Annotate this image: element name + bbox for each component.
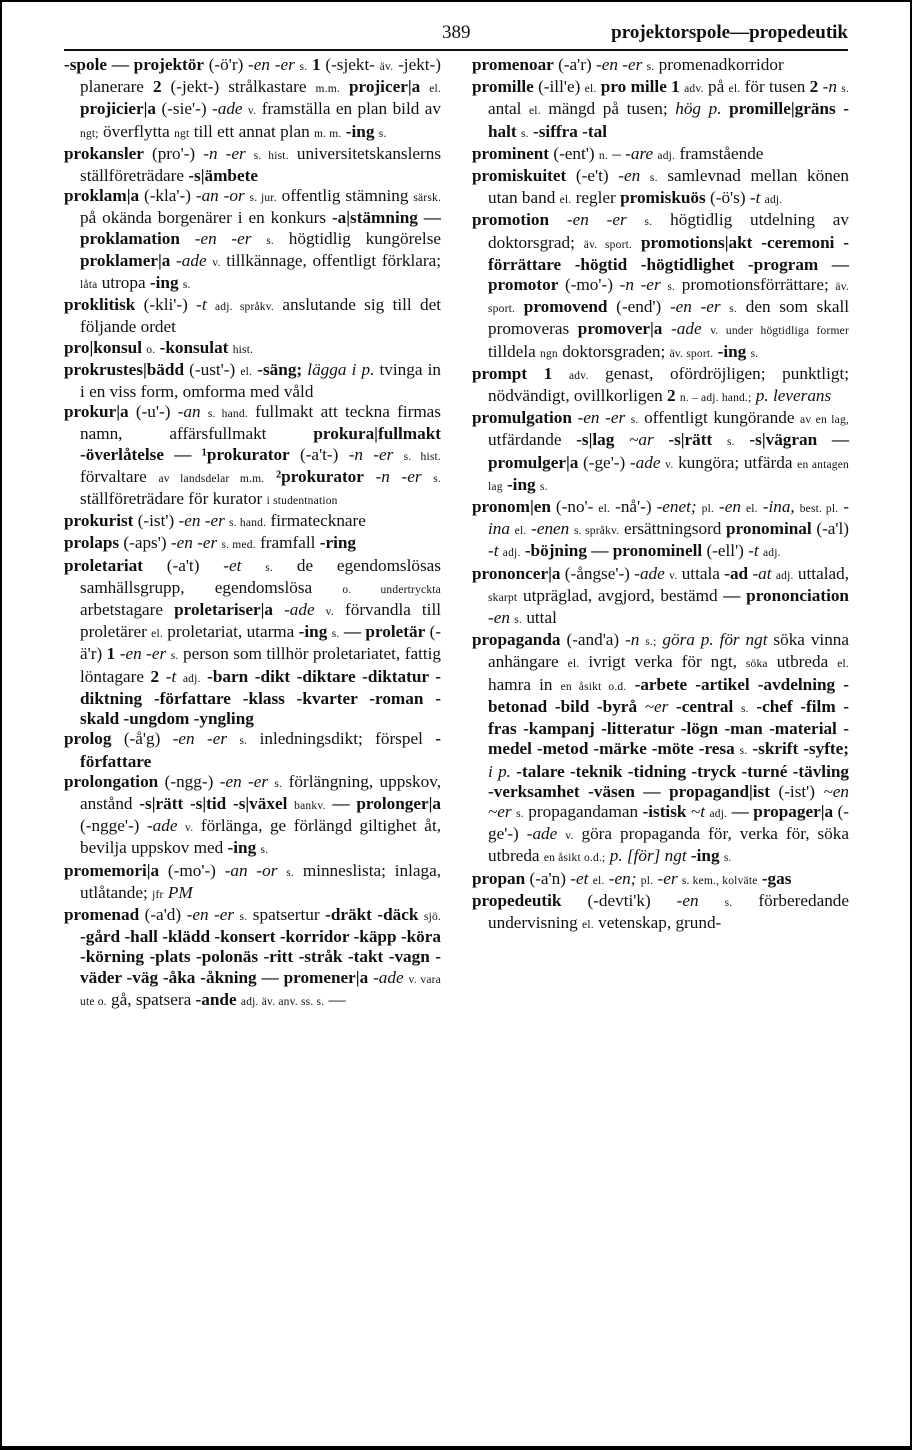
dictionary-entry: promille (-ill'e) el. pro mille 1 adv. på el. för tusen 2 -n s. antal el. mängd på tusen; hög p. promille|gräns -halt s. -siffra -tal xyxy=(472,77,850,141)
dictionary-entry: promenad (-a'd) -en -er s. spatsertur -dräkt -däck sjö. -gård -hall -klädd -konsert -korridor -käpp -köra -körning -plats -polonäs -ritt -stråk -takt -vagn -väder -väg -åka -åkning — promener|a -ade v. vara ute o. gå, spatsera -ande adj. äv. anv. ss. s. — xyxy=(64,904,442,1009)
dictionary-entry: -spole — projektör (-ö'r) -en -er s. 1 (-sjekt- äv. -jekt-) planerare 2 (-jekt-) strålkastare m.m. projicer|a el. projicier|a (-sie'-) -ade v. framställa en plan bild av ngt; överflytta ngt till ett annat plan m. m. -ing s. xyxy=(64,55,442,141)
dictionary-entry: propedeutik (-devti'k) -en s. förberedande undervisning el. vetenskap, grund- xyxy=(472,890,850,932)
dictionary-entry: prompt 1 adv. genast, ofördröjligen; punktligt; nödvändigt, ovillkorligen 2 n. – adj. hand.; p. leverans xyxy=(472,363,850,406)
dictionary-entry: promotion -en -er s. högtidlig utdelning av doktorsgrad; äv. sport. promotions|akt -ceremoni -förrättare -högtid -högtidlighet -program — promotor (-mo'-) -n -er s. promotionsförrättare; äv. sport. promovend (-end') -en -er s. den som skall promoveras promover|a -ade v. under högtidliga former tilldela ngn doktorsgraden; äv. sport. -ing s. xyxy=(472,210,850,361)
dictionary-entry: prominent (-ent') n. – -are adj. framstående xyxy=(472,143,764,163)
dictionary-page xyxy=(2,2,910,1446)
dictionary-entry: proklitisk (-kli'-) -t adj. språkv. anslutande sig till det följande ordet xyxy=(64,295,442,337)
guide-words: projektorspole—propedeutik xyxy=(611,22,848,43)
dictionary-entry: proklam|a (-kla'-) -an -or s. jur. offentlig stämning särsk. på okända borgenärer i en konkurs -a|stämning — proklamation -en -er s. högtidlig kungörelse proklamer|a -ade v. tillkännage, offentligt förklara; låta utropa -ing s. xyxy=(64,186,442,293)
dictionary-entry: pro|konsul o. -konsulat hist. xyxy=(64,337,254,357)
dictionary-entry: promiskuitet (-e't) -en s. samlevnad mellan könen utan band el. regler promiskuös (-ö's) -t adj. xyxy=(472,166,850,208)
header-rule xyxy=(64,49,848,51)
dictionary-entry: prokur|a (-u'-) -an s. hand. fullmakt att teckna firmas namn, affärsfullmakt prokura|fullmakt -överlåtelse — ¹prokurator (-a't-) -n -er s. hist. förvaltare av landsdelar m.m. ²prokurator -n -er s. ställföreträdare för kurator i studentnation xyxy=(64,402,442,509)
dictionary-entry: prokrustes|bädd (-ust'-) el. -säng; lägga i p. tvinga in i en viss form, omforma med våld xyxy=(64,359,441,402)
dictionary-entry: prolaps (-aps') -en -er s. med. framfall -ring xyxy=(64,533,357,553)
dictionary-entry: prokansler (pro'-) -n -er s. hist. universitetskanslerns ställföreträdare -s|ämbete xyxy=(64,143,442,186)
right-column xyxy=(472,55,849,935)
page-number: 389 xyxy=(442,22,471,43)
dictionary-entry: propan (-a'n) -et el. -en; pl. -er s. kem., kolväte -gas xyxy=(472,868,792,888)
dictionary-entry: prononcer|a (-ångse'-) -ade v. uttala -ad -at adj. uttalad, skarpt utpräglad, avgjord, bestämd — prononciation -en s. uttal xyxy=(472,563,850,628)
dictionary-entry: promulgation -en -er s. offentligt kungörande av en lag, utfärdande -s|lag ~ar -s|rätt s. -s|vägran — promulger|a (-ge'-) -ade v. kungöra; utfärda en antagen lag -ing s. xyxy=(472,408,850,494)
dictionary-entry: prokurist (-ist') -en -er s. hand. firmatecknare xyxy=(64,511,366,531)
dictionary-entry: prolog (-å'g) -en -er s. inledningsdikt; förspel -författare xyxy=(64,729,441,771)
dictionary-entry: proletariat (-a't) -et s. de egendomslösas samhällsgrupp, egendomslösa o. undertryckta arbetstagare proletariser|a -ade v. förvandla till proletärer el. proletariat, utarma -ing s. — proletär (-ä'r) 1 -en -er s. person som tillhör proletariatet, fattig löntagare 2 -t adj. -barn -dikt -diktare -diktatur -diktning -författare -klass -kvarter -roman -skald -ungdom -yngling xyxy=(64,555,442,729)
dictionary-entry: prolongation (-ngg-) -en -er s. förlängning, uppskov, anstånd -s|rätt -s|tid -s|växel bankv. — prolonger|a (-ngge'-) -ade v. förlänga, ge förlängd giltighet åt, bevilja uppskov med -ing s. xyxy=(64,771,442,858)
dictionary-entry: promemori|a (-mo'-) -an -or s. minneslista; inlaga, utlåtande; jfr PM xyxy=(64,860,441,902)
left-column xyxy=(64,55,441,1012)
dictionary-entry: pronom|en (-no'- el. -nå'-) -enet; pl. -en el. -ina, best. pl. -ina el. -enen s. språkv. ersättningsord pronominal (-a'l) -t adj. -böjning — pronominell (-ell') -t adj. xyxy=(472,497,850,561)
dictionary-entry: propaganda (-and'a) -n s.; göra p. för ngt söka vinna anhängare el. ivrigt verka för ngt, söka utbreda el. hamra in en åsikt o.d. -arbete -artikel -avdelning -betonad -bild -byrå ~er -central s. -chef -film -fras -kampanj -litteratur -lögn -man -material -medel -metod -märke -möte -resa s. -skrift -syfte; i p. -talare -teknik -tidning -tryck -turné -tävling -verksamhet -väsen — propagand|ist (-ist') ~en ~er s. propagandaman -istisk ~t adj. — propager|a (-ge'-) -ade v. göra propaganda för, verka för, söka utbreda en åsikt o.d.; p. [för] ngt -ing s. xyxy=(472,630,850,866)
page-header xyxy=(64,20,848,48)
dictionary-entry: promenoar (-a'r) -en -er s. promenadkorridor xyxy=(472,55,784,74)
